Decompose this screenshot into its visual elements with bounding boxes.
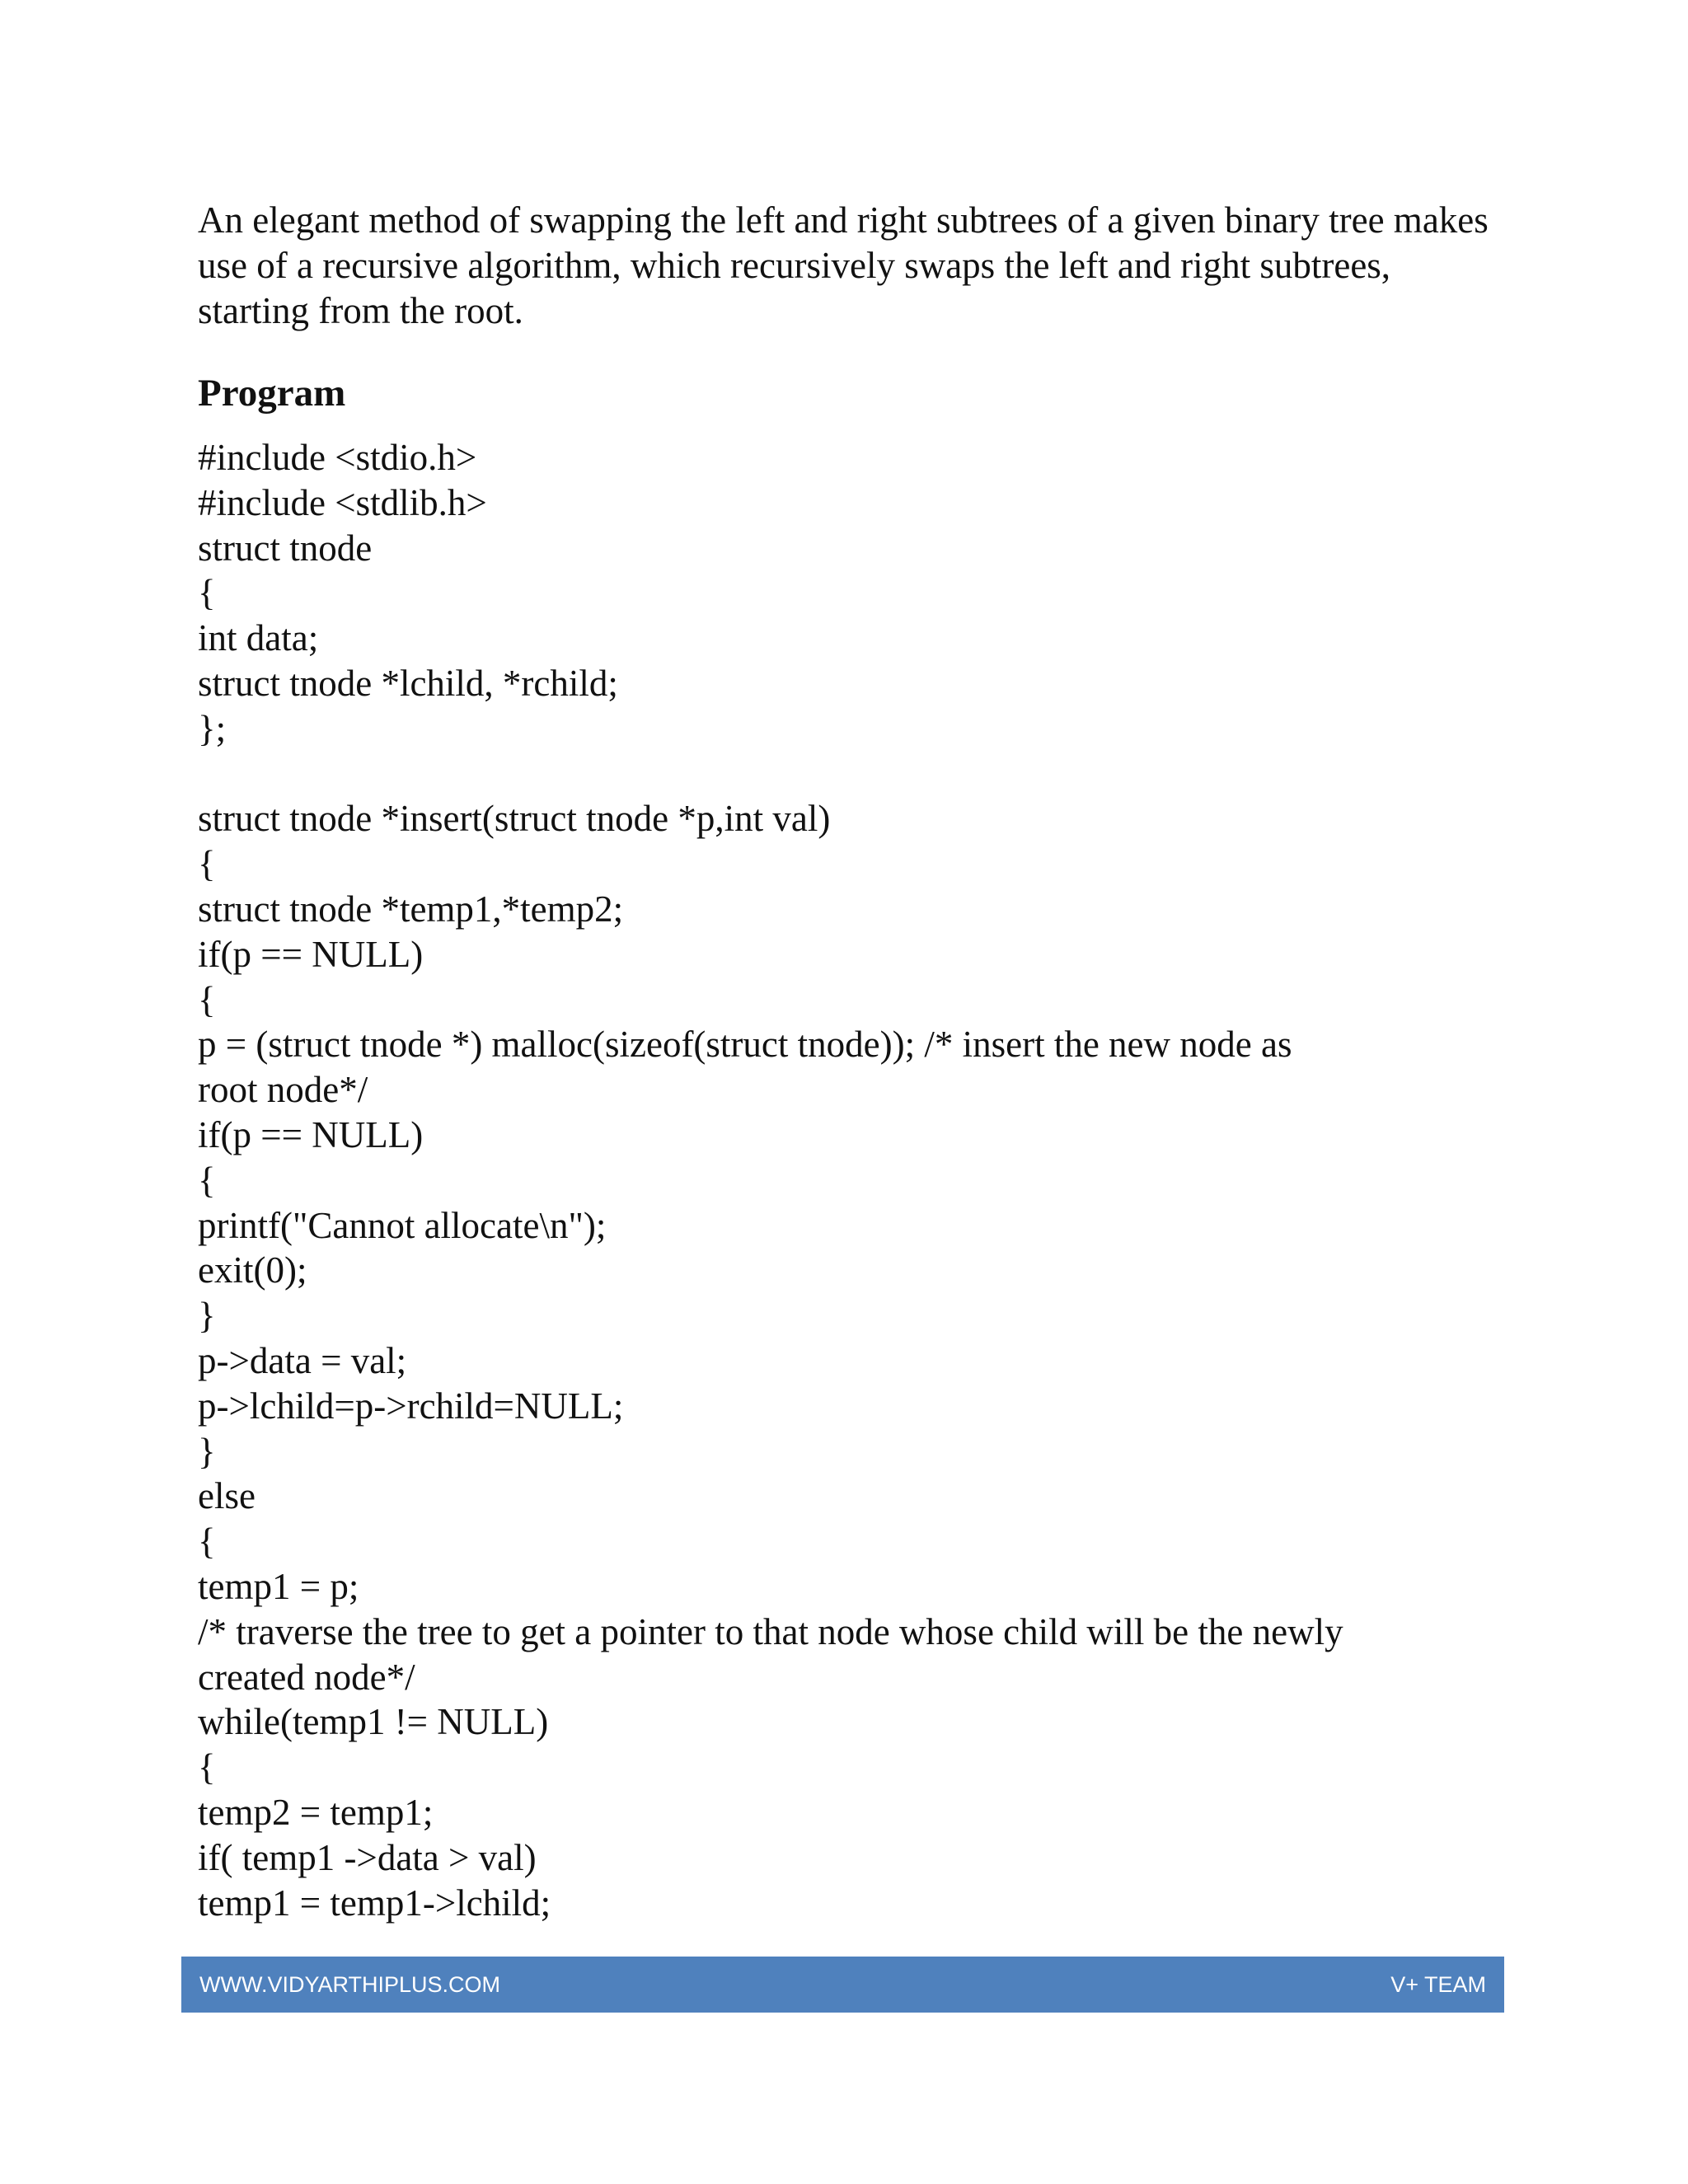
code-line: temp1 = p;	[198, 1565, 359, 1607]
code-line: temp2 = temp1;	[198, 1791, 434, 1833]
section-heading: Program	[198, 372, 346, 415]
code-line: {	[198, 1746, 216, 1788]
code-line: if( temp1 ->data > val)	[198, 1836, 537, 1878]
code-line: {	[198, 572, 216, 614]
code-line: struct tnode *insert(struct tnode *p,int val)	[198, 798, 831, 840]
code-line: temp1 = temp1->lchild;	[198, 1882, 551, 1924]
intro-paragraph: An elegant method of swapping the left and right subtrees of a given binary tree makes use of a recursive algorithm, which recursively swaps the left and right subtrees, starting from the root.	[198, 199, 1489, 331]
code-line: {	[198, 978, 216, 1020]
code-line: #include <stdio.h>	[198, 437, 477, 478]
code-listing	[198, 435, 1517, 1925]
footer-website: WWW.VIDYARTHIPLUS.COM	[199, 1971, 501, 1997]
code-line: struct tnode *temp1,*temp2;	[198, 888, 624, 930]
code-line: {	[198, 1521, 216, 1563]
code-line: }	[198, 1295, 216, 1337]
code-line: /* traverse the tree to get a pointer to that node whose child will be the newly	[198, 1610, 1343, 1652]
code-line: if(p == NULL)	[198, 933, 424, 975]
code-line: exit(0);	[198, 1249, 307, 1291]
code-line: while(temp1 != NULL)	[198, 1701, 549, 1743]
code-line: {	[198, 843, 216, 885]
code-line: p->data = val;	[198, 1339, 407, 1381]
code-line: p = (struct tnode *) malloc(sizeof(struct tnode)); /* insert the new node as	[198, 1024, 1292, 1066]
code-line: root node*/	[198, 1069, 368, 1111]
code-line: int data;	[198, 617, 319, 659]
code-line: {	[198, 1159, 216, 1201]
code-line: struct tnode	[198, 527, 373, 569]
footer-team: V+ TEAM	[1390, 1971, 1486, 1997]
code-line: #include <stdlib.h>	[198, 481, 487, 523]
code-line: created node*/	[198, 1656, 415, 1698]
code-line: }	[198, 1430, 216, 1472]
code-line: printf("Cannot allocate\n");	[198, 1204, 607, 1246]
code-line: if(p == NULL)	[198, 1113, 424, 1155]
code-line	[198, 752, 1517, 797]
code-line: struct tnode *lchild, *rchild;	[198, 662, 618, 704]
code-line: else	[198, 1475, 256, 1517]
code-line: };	[198, 707, 227, 749]
footer-bar	[181, 1957, 1504, 2013]
code-line: p->lchild=p->rchild=NULL;	[198, 1385, 624, 1427]
